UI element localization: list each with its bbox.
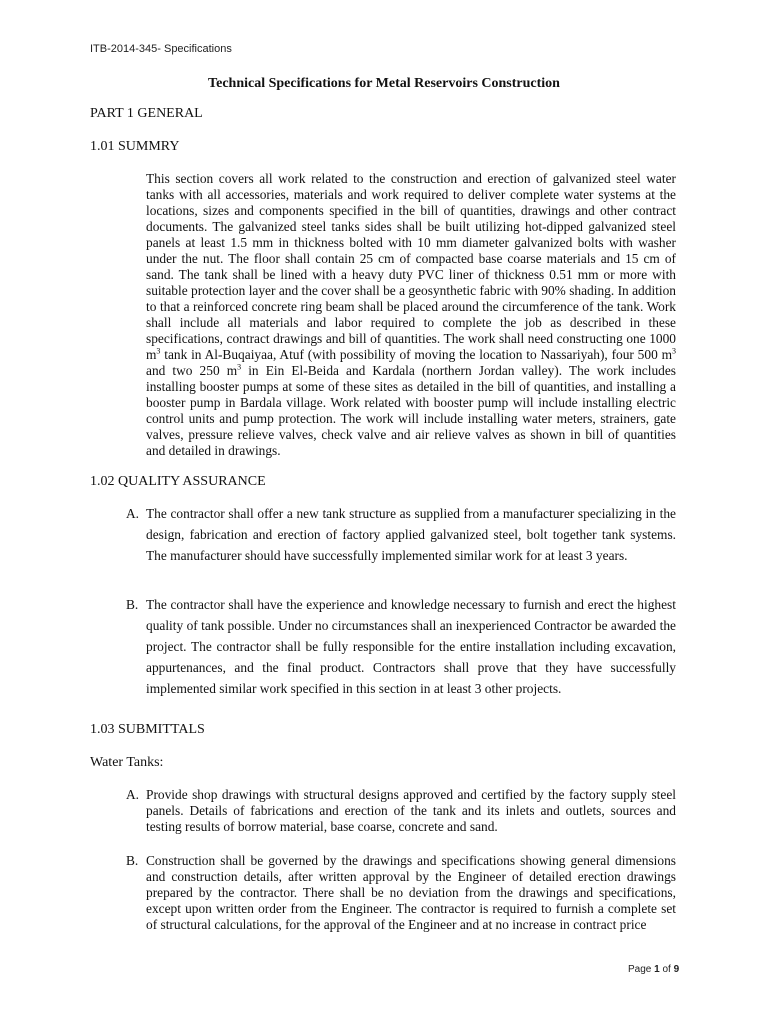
water-tanks-subheading: Water Tanks: (90, 755, 164, 770)
superscript-cubic-1: 3 (156, 346, 161, 356)
running-header: ITB-2014-345- Specifications (90, 43, 232, 55)
list-item-text: Provide shop drawings with structural designs approved and certified by the factory supply steel panels. Details of fabrications and erection of the tank and its inlets and outlets, sources and testing results of borrow material, base coarse, concrete and sand. (146, 787, 676, 834)
of-word: of (659, 964, 674, 975)
section-1-02-heading: 1.02 QUALITY ASSURANCE (90, 474, 266, 489)
superscript-cubic-3: 3 (237, 362, 242, 372)
section-1-01-paragraph (146, 171, 676, 459)
list-item-text: The contractor shall offer a new tank structure as supplied from a manufacturer specializing in the design, fabrication and erection of factory applied galvanized steel, bolt together tank systems. The manufacturer should have successfully implemented similar work for at least 3 years. (146, 506, 676, 563)
document-title: Technical Specifications for Metal Reservoirs Construction (208, 76, 560, 91)
list-item-text: The contractor shall have the experience and knowledge necessary to furnish and erect the highest quality of tank possible. Under no circumstances shall an inexperienced Contractor be awarded the project. The contractor shall be fully responsible for the entire installation including excavation, appurtenances, and the final product. Contractors shall prove that they have successfully implemented similar work specified in this section in at least 3 other projects. (146, 597, 676, 696)
quality-item-a (126, 503, 676, 566)
list-label: B. (126, 597, 139, 612)
submittals-item-a (126, 787, 676, 835)
quality-item-b (126, 594, 676, 699)
part-1-heading: PART 1 GENERAL (90, 106, 203, 121)
list-label: B. (126, 853, 139, 868)
submittals-item-b (126, 853, 676, 933)
summary-text-part-4: in Ein El-Beida and Kardala (northern Jordan valley). The work includes installing booster pumps at some of these sites as detailed in the bill of quantities, and installing a booster pump in Bardala village. Work related with booster pump will include installing electric control units and pump protection. The work will include installing water meters, strainers, gate valves, pressure relieve valves, check valve and air relieve valves as shown in bill of quantities and detailed in drawings. (146, 363, 677, 458)
total-pages: 9 (673, 964, 680, 975)
section-1-01-heading: 1.01 SUMMRY (90, 139, 180, 154)
summary-text-part-2: tank in Al-Buqaiyaa, Atuf (with possibility of moving the location to Nassariyah), four 500 m (160, 347, 672, 362)
summary-text-part-1: This section covers all work related to the construction and erection of galvanized steel water tanks with all accessories, materials and work required to deliver complete water systems at the locations, sizes and components specified in the bill of quantities, drawings and other contract documents. The galvanized steel tanks sides shall be built utilizing hot-dipped galvanized steel panels at least 1.5 mm in thickness bolted with 10 mm diameter galvanized bolts with washer under the nut. The floor shall contain 25 cm of compacted base coarse materials and 15 cm of sand. The tank shall be lined with a heavy duty PVC liner of thickness 0.51 mm or more with suitable protection layer and the cover shall be a geosynthetic fabric with 90% shading. In addition to that a reinforced concrete ring beam shall be placed around the circumference of the tank. Work shall include all materials and labor required to complete the job as described in these specifications, contract drawings and bill of quantities. The work shall need constructing one 1000 m (146, 171, 676, 362)
current-page: 1 (654, 964, 660, 975)
list-label: A. (126, 506, 140, 521)
page-number-footer (628, 964, 679, 975)
list-label: A. (126, 787, 140, 802)
summary-text-part-3: and two 250 m (146, 363, 238, 378)
superscript-cubic-2: 3 (672, 346, 676, 356)
page-word: Page (628, 964, 655, 975)
list-item-text: Construction shall be governed by the drawings and specifications showing general dimensions and construction details, after written approval by the Engineer of detailed erection drawings prepared by the contractor. There shall be no deviation from the drawings and specifications, except upon written order from the Engineer. The contractor is required to furnish a complete set of structural calculations, for the approval of the Engineer and at no increase in contract price (146, 853, 676, 932)
section-1-03-heading: 1.03 SUBMITTALS (90, 722, 205, 737)
